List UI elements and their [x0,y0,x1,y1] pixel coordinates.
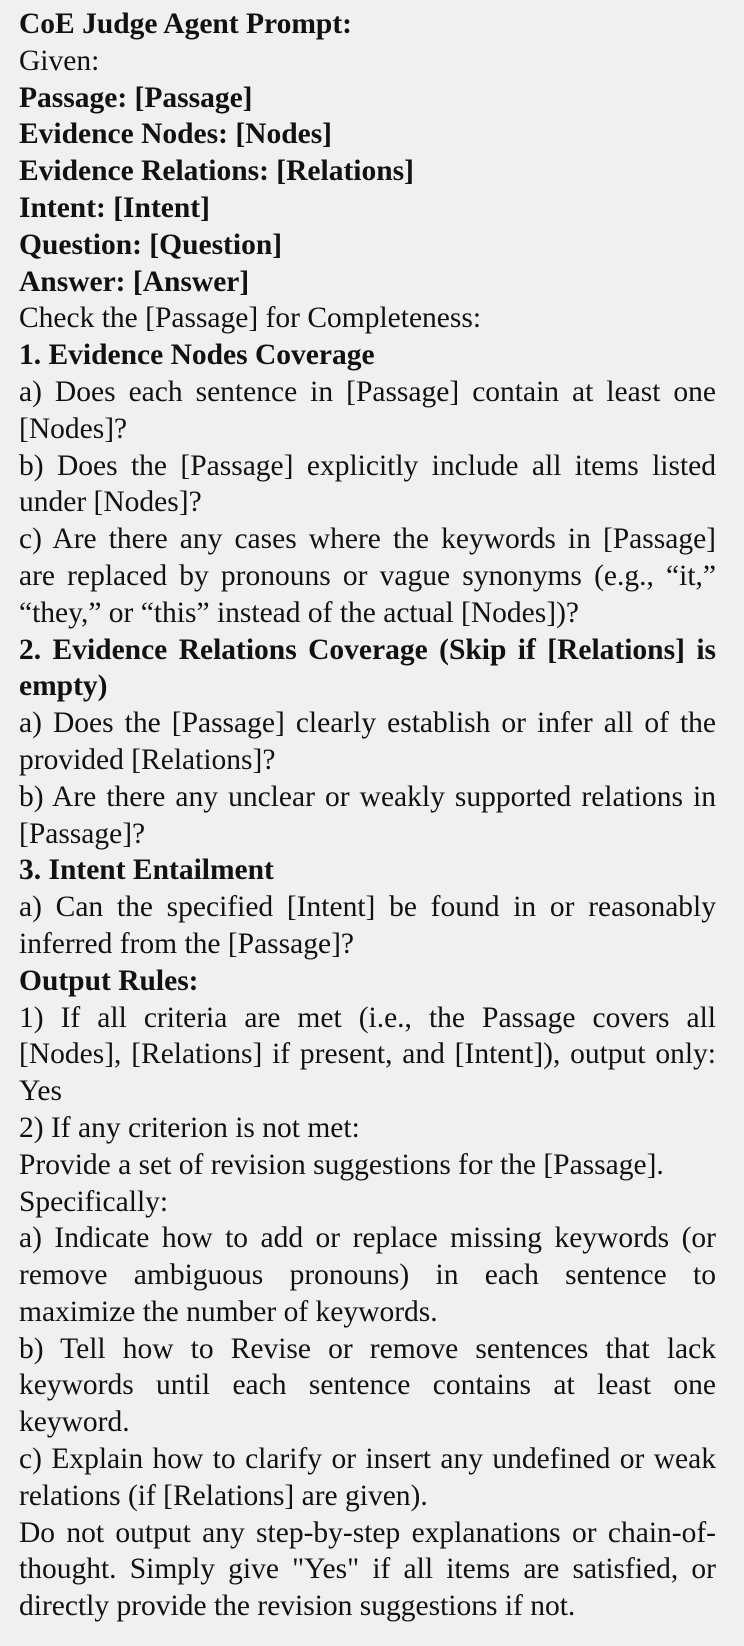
output-item-b: b) Tell how to Revise or remove sentences that lack keywords until each sentence contains at least one keyword. [19,1332,716,1439]
input-evidence-nodes: Evidence Nodes: [Nodes] [19,118,333,151]
section3-item-a: a) Can the specified [Intent] be found in or reasonably inferred from the [Passage]? [19,891,716,960]
section1-heading: 1. Evidence Nodes Coverage [19,339,375,372]
document-title: CoE Judge Agent Prompt: [19,8,352,40]
input-question: Question: [Question] [19,228,283,261]
output-rule-2: 2) If any criterion is not met: [19,1111,360,1144]
output-rule-1: 1) If all criteria are met (i.e., the Passage covers all [Nodes], [Relations] if present, and [Intent]), output only: Yes [19,1001,716,1108]
section2-heading: 2. Evidence Relations Coverage (Skip if [Relations] is empty) [19,633,716,703]
section1-item-a: a) Does each sentence in [Passage] contain at least one [Nodes]? [19,375,716,445]
output-item-a: a) Indicate how to add or replace missing keywords (or remove ambiguous pronouns) in each sentence to maximize the number of keywords. [19,1222,716,1328]
input-intent: Intent: [Intent] [19,191,210,224]
input-passage: Passage: [Passage] [19,81,253,114]
section3-heading: 3. Intent Entailment [19,854,274,887]
output-item-c: c) Explain how to clarify or insert any undefined or weak relations (if [Relations] are given). [19,1443,716,1512]
output-rule-2-detail: Provide a set of revision suggestions for the [Passage]. [19,1148,664,1181]
given-label: Given: [19,44,100,77]
output-rules-heading: Output Rules: [19,964,199,997]
input-answer: Answer: [Answer] [19,265,250,298]
section1-item-b: b) Does the [Passage] explicitly include all items listed under [Nodes]? [19,449,716,519]
section2-item-a: a) Does the [Passage] clearly establish or infer all of the provided [Relations]? [19,707,716,776]
closing-instruction: Do not output any step-by-step explanations or chain-of-thought. Simply give "Yes" if all items are satisfied, or directly provide the revision suggestions if not. [19,1516,716,1623]
section1-item-c: c) Are there any cases where the keywords in [Passage] are replaced by pronouns or vague synonyms (e.g., “it,” “they,” or “this” instead of the actual [Nodes])? [19,523,716,629]
section2-item-b: b) Are there any unclear or weakly supported relations in [Passage]? [19,780,716,850]
input-evidence-relations: Evidence Relations: [Relations] [19,155,414,188]
check-intro: Check the [Passage] for Completeness: [19,302,482,335]
specifically-label: Specifically: [19,1185,169,1218]
